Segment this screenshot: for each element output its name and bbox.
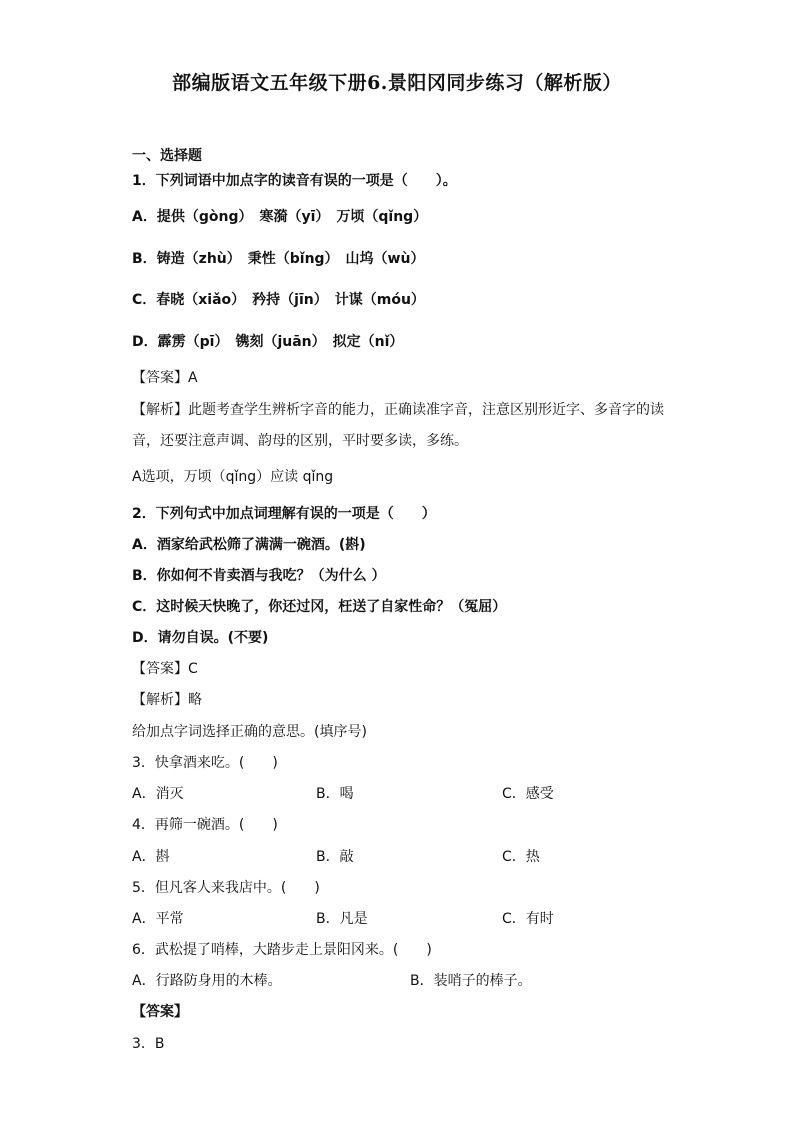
q5-option-a: A．平常 — [132, 911, 184, 927]
q2-option-c: C．这时候天快晚了，你还过冈，枉送了自家性命？（冤屈） — [132, 599, 507, 615]
q4-option-a: A．斟 — [132, 849, 170, 865]
q1-option-a: A．提供（gòng） 寒漪（yī） 万顷（qǐng） — [132, 209, 428, 225]
q1-analysis-line3: A选项，万顷（qǐng）应读 qǐng — [132, 469, 334, 485]
q1-option-c: C．春晓（xiǎo） 矜持（jīn） 计谋（móu） — [132, 292, 425, 308]
q1-analysis-line1: 【解析】此题考查学生辨析字音的能力，正确读准字音，注意区别形近字、多音字的读 — [132, 402, 664, 418]
instruction-text: 给加点字词选择正确的意思。(填序号) — [132, 724, 367, 740]
q6-option-a: A．行路防身用的木棒。 — [132, 973, 282, 989]
q4-option-c: C．热 — [502, 849, 540, 865]
q5-stem: 5．但凡客人来我店中。( ) — [132, 880, 320, 896]
q1-answer: 【答案】A — [132, 370, 198, 386]
answer-q3: 3．B — [132, 1036, 165, 1052]
q5-option-b: B．凡是 — [316, 911, 368, 927]
q3-option-c: C．感受 — [502, 786, 554, 802]
q6-option-b: B．装哨子的棒子。 — [410, 973, 532, 989]
q4-option-b: B．敲 — [316, 849, 354, 865]
q2-option-d: D．请勿自误。(不要) — [132, 630, 269, 646]
q1-option-d: D．霹雳（pī） 镌刻（juān） 拟定（nǐ） — [132, 334, 404, 350]
q2-analysis: 【解析】略 — [132, 692, 202, 708]
answer-heading: 【答案】 — [132, 1004, 188, 1020]
q2-stem: 2．下列句式中加点词理解有误的一项是（ ） — [132, 506, 436, 522]
q3-option-b: B．喝 — [316, 786, 354, 802]
section-heading: 一、选择题 — [132, 148, 202, 164]
q2-answer: 【答案】C — [132, 661, 198, 677]
q4-stem: 4．再筛一碗酒。( ) — [132, 817, 278, 833]
document-title: 部编版语文五年级下册6.景阳冈同步练习（解析版） — [172, 72, 622, 94]
q2-option-b: B．你如何不肯卖酒与我吃？（为什么 ） — [132, 568, 386, 584]
q3-stem: 3．快拿酒来吃。( ) — [132, 755, 278, 771]
q1-analysis-line2: 音，还要注意声调、韵母的区别，平时要多读，多练。 — [132, 433, 468, 449]
q6-stem: 6．武松提了哨棒，大踏步走上景阳冈来。( ) — [132, 942, 432, 958]
q3-option-a: A．消灭 — [132, 786, 184, 802]
q1-stem: 1．下列词语中加点字的读音有误的一项是（ ）。 — [132, 173, 457, 189]
q5-option-c: C．有时 — [502, 911, 554, 927]
q2-option-a: A．酒家给武松筛了满满一碗酒。(斟) — [132, 537, 366, 553]
q1-option-b: B．铸造（zhù） 秉性（bǐng） 山坞（wù） — [132, 251, 425, 267]
